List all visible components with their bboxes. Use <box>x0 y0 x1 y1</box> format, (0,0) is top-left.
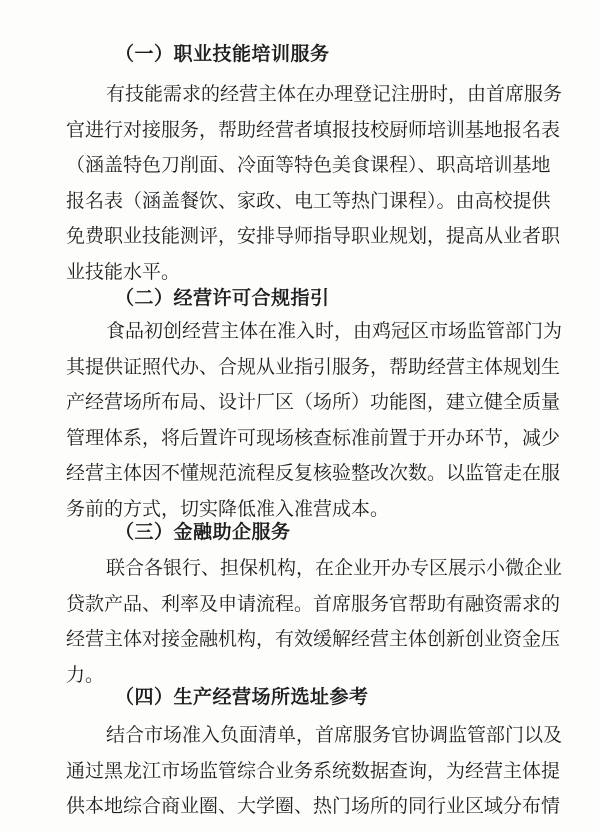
section-heading-3: （三）金融助企服务 <box>115 521 291 543</box>
text-line: 产经营场所布局、设计厂区（场所）功能图，建立健全质量 <box>66 391 561 414</box>
section-heading-1: （一）职业技能培训服务 <box>115 43 330 65</box>
text-line: 力。 <box>66 663 105 686</box>
text-line: 报名表（涵盖餐饮、家政、电工等热门课程）。由高校提供 <box>66 189 551 212</box>
section-body-3 <box>66 556 563 698</box>
text-line: （涵盖特色刀削面、冷面等特色美食课程）、职高培训基地 <box>66 154 551 177</box>
text-line: 经营主体因不懂规范流程反复核验整改次数。以监管走在服 <box>66 462 561 485</box>
text-line: 免费职业技能测评，安排导师指导职业规划，提高从业者职 <box>66 225 561 248</box>
text-line: 食品初创经营主体在准入时，由鸡冠区市场监管部门为 <box>106 320 563 342</box>
text-line: 业技能水平。 <box>66 260 181 283</box>
text-line: 供本地综合商业圈、大学圈、热门场所的同行业区域分布情 <box>66 795 561 818</box>
text-line: 其提供证照代办、合规从业指引服务，帮助经营主体规划生 <box>66 355 561 378</box>
section-body-2 <box>66 319 563 533</box>
section-heading-2: （二）经营许可合规指引 <box>115 287 330 309</box>
text-line: 通过黑龙江市场监管综合业务系统数据查询，为经营主体提 <box>66 759 561 782</box>
text-line: 管理体系，将后置许可现场核查标准前置于开办环节，减少 <box>66 426 561 449</box>
text-line: 经营主体对接金融机构，有效缓解经营主体创新创业资金压 <box>66 628 561 651</box>
section-body-1 <box>66 82 563 296</box>
text-line: 贷款产品、利率及申请流程。首席服务官帮助有融资需求的 <box>66 592 561 615</box>
section-heading-4: （四）生产经营场所选址参考 <box>115 686 369 708</box>
section-body-4 <box>66 723 563 830</box>
text-line: 务前的方式，切实降低准入准营成本。 <box>66 497 390 520</box>
text-line: 结合市场准入负面清单，首席服务官协调监管部门以及 <box>106 724 563 746</box>
text-line: 联合各银行、担保机构，在企业开办专区展示小微企业 <box>106 557 563 579</box>
text-line: 有技能需求的经营主体在办理登记注册时，由首席服务 <box>106 83 563 105</box>
text-line: 官进行对接服务，帮助经营者填报技校厨师培训基地报名表 <box>66 118 561 141</box>
